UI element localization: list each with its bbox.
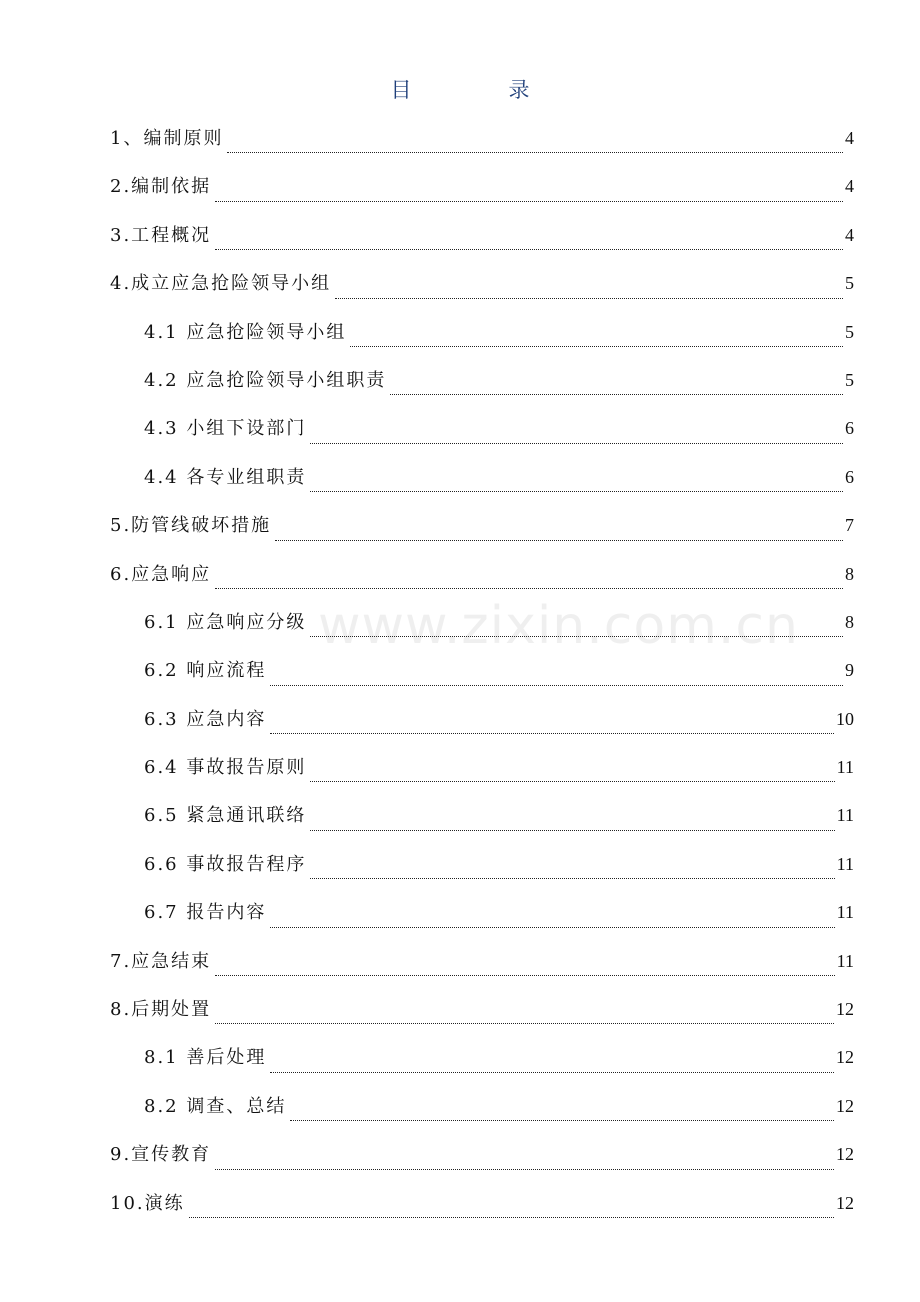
toc-entry-label: 6.7 报告内容 [144,902,267,924]
toc-entry[interactable] [110,1140,854,1188]
toc-entry-label: 10.演练 [110,1192,185,1214]
toc-entry-label: 4.3 小组下设部门 [144,418,307,440]
toc-entry-page-number: 9 [845,660,854,681]
toc-leader-dots [290,1119,834,1121]
toc-entry-page-number: 6 [845,418,854,439]
toc-entry-page-number: 12 [836,999,854,1020]
toc-leader-dots [310,635,843,637]
toc-leader-dots [270,926,834,928]
toc-entry[interactable] [110,705,854,753]
toc-leader-dots [215,587,843,589]
toc-entry[interactable] [110,366,854,414]
toc-leader-dots [310,829,834,831]
toc-leader-dots [310,877,834,879]
toc-entry[interactable] [110,318,854,366]
toc-leader-dots [227,151,843,153]
toc-entry[interactable] [110,463,854,511]
toc-entry-label: 8.1 善后处理 [144,1047,267,1069]
toc-entry-page-number: 5 [845,369,854,390]
toc-entry-page-number: 6 [845,466,854,487]
toc-entry-page-number: 4 [845,224,854,245]
toc-leader-dots [189,1216,834,1218]
toc-entry-label: 8.2 调查、总结 [144,1095,287,1117]
toc-entry-page-number: 12 [836,1047,854,1068]
toc-entry-page-number: 5 [845,273,854,294]
toc-entry[interactable] [110,801,854,849]
toc-entry-page-number: 4 [845,128,854,148]
toc-entry-page-number: 12 [836,1144,854,1165]
toc-entry-label: 6.2 响应流程 [144,660,267,682]
toc-entry-label: 4.4 各专业组职责 [144,466,307,488]
toc-entry[interactable] [110,1092,854,1140]
toc-entry-label: 6.6 事故报告程序 [144,853,307,875]
toc-leader-dots [215,974,834,976]
toc-entry-label: 6.应急响应 [110,563,212,585]
toc-entry-page-number: 12 [836,1192,854,1213]
toc-list [110,124,854,1237]
toc-entry-page-number: 7 [845,515,854,536]
toc-leader-dots [270,1071,834,1073]
toc-entry-page-number: 11 [836,853,854,874]
toc-leader-dots [350,345,843,347]
toc-entry[interactable] [110,511,854,559]
toc-entry-label: 6.4 事故报告原则 [144,757,307,779]
toc-entry-page-number: 11 [836,805,854,826]
toc-entry-label: 1、编制原则 [110,128,224,149]
toc-entry-label: 6.3 应急内容 [144,708,267,730]
toc-entry[interactable] [110,608,854,656]
toc-entry-label: 4.1 应急抢险领导小组 [144,321,347,343]
toc-entry-page-number: 11 [836,902,854,923]
toc-leader-dots [270,684,843,686]
toc-entry-page-number: 8 [845,563,854,584]
toc-entry-page-number: 5 [845,321,854,342]
toc-leader-dots [310,490,843,492]
watermark: www.zixin.com.cn [318,596,799,656]
toc-entry-label: 2.编制依据 [110,176,212,198]
toc-entry-label: 6.1 应急响应分级 [144,611,307,633]
toc-leader-dots [310,442,843,444]
toc-entry[interactable] [110,414,854,462]
toc-entry[interactable] [110,560,854,608]
toc-leader-dots [390,393,843,395]
toc-leader-dots [215,1022,834,1024]
toc-entry-label: 4.成立应急抢险领导小组 [110,273,332,295]
toc-entry[interactable] [110,269,854,317]
toc-entry[interactable] [110,753,854,801]
toc-entry[interactable] [110,1043,854,1091]
toc-entry-page-number: 10 [836,708,854,729]
toc-entry[interactable] [110,947,854,995]
toc-entry-label: 6.5 紧急通讯联络 [144,805,307,827]
toc-entry-label: 8.后期处置 [110,999,212,1021]
toc-entry[interactable] [110,656,854,704]
toc-entry[interactable] [110,172,854,220]
toc-leader-dots [215,248,843,250]
toc-entry-label: 3.工程概况 [110,224,212,246]
toc-entry[interactable] [110,221,854,269]
toc-entry-label: 9.宣传教育 [110,1144,212,1166]
toc-entry[interactable] [110,850,854,898]
toc-entry-page-number: 12 [836,1095,854,1116]
toc-leader-dots [270,732,834,734]
toc-leader-dots [215,200,843,202]
toc-entry[interactable] [110,124,854,172]
toc-leader-dots [310,780,834,782]
toc-entry-label: 4.2 应急抢险领导小组职责 [144,369,387,391]
page-title: 目 录 [390,78,568,102]
toc-entry-page-number: 11 [836,757,854,778]
toc-entry[interactable] [110,1189,854,1237]
toc-entry-page-number: 4 [845,176,854,197]
toc-entry-page-number: 8 [845,611,854,632]
toc-leader-dots [215,1168,834,1170]
toc-entry[interactable] [110,995,854,1043]
toc-entry-label: 7.应急结束 [110,950,212,972]
toc-leader-dots [275,539,843,541]
toc-entry-page-number: 11 [836,950,854,971]
toc-entry[interactable] [110,898,854,946]
toc-leader-dots [335,297,843,299]
toc-entry-label: 5.防管线破坏措施 [110,515,272,537]
